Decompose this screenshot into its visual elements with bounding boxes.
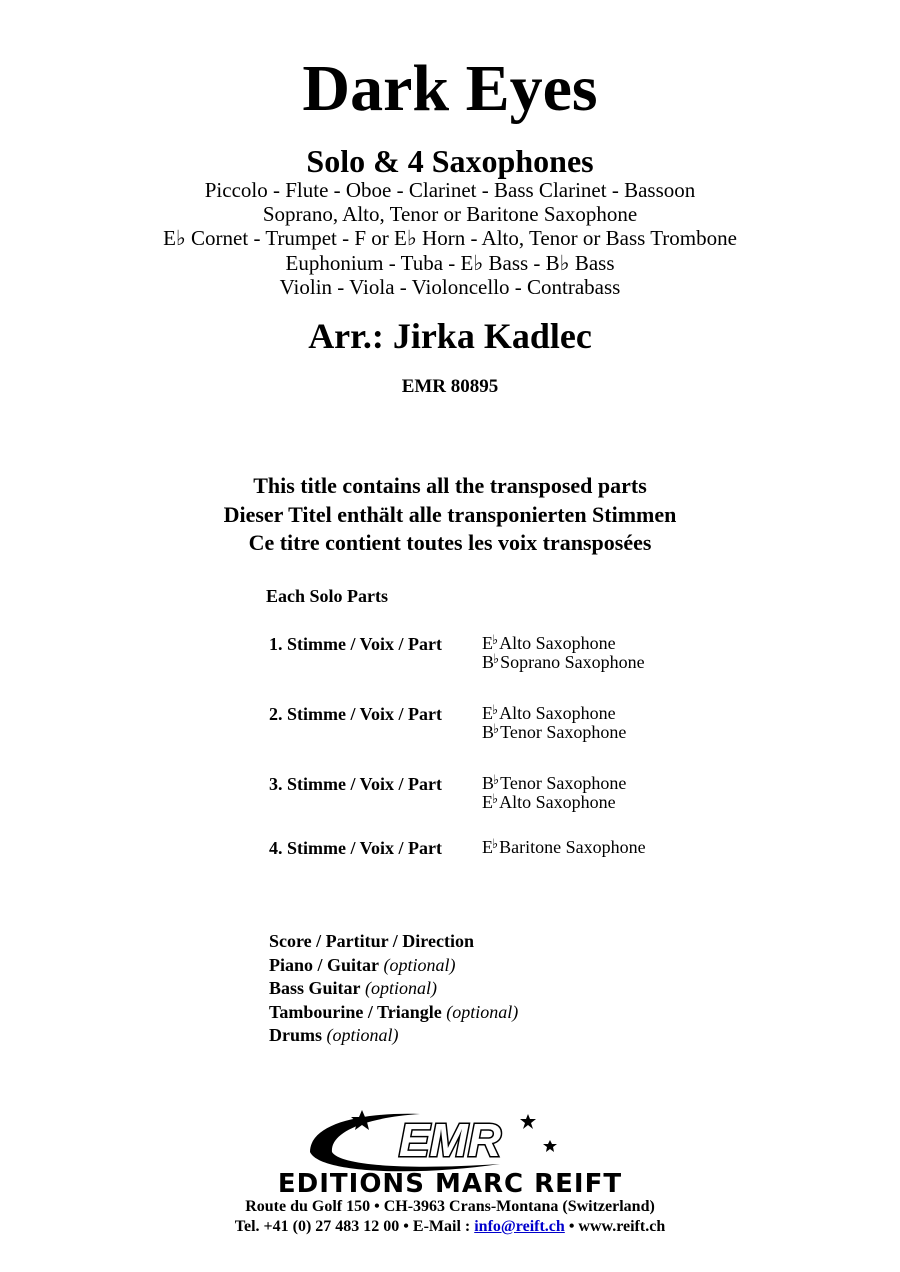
catalog-number: EMR 80895: [401, 376, 499, 397]
instrument-line: [482, 704, 626, 723]
instrumentation-line: Piccolo - Flute - Oboe - Clarinet - Bass Clarinet - Bassoon: [204, 178, 696, 202]
voice-instruments: [482, 774, 626, 811]
instrument-line: [482, 634, 645, 653]
extra-part-name: Tambourine / Triangle: [269, 1001, 442, 1022]
instrument-key: E: [482, 791, 493, 812]
extra-part: [269, 954, 518, 978]
notice-french: Ce titre contient toutes les voix transposées: [248, 530, 652, 555]
instrument-name: Baritone Saxophone: [499, 837, 646, 857]
notice-german: Dieser Titel enthält alle transponierten Stimmen: [223, 501, 677, 527]
extra-part-name: Drums: [269, 1025, 322, 1045]
instrument-name: Alto Saxophone: [499, 633, 616, 653]
instrumentation-line: Violin - Viola - Violoncello - Contrabass: [279, 274, 621, 299]
instrument-line: [482, 838, 646, 857]
publisher-contact: [0, 1217, 900, 1237]
instrument-line: [482, 650, 645, 672]
flat-symbol: ♭: [493, 650, 500, 666]
star-icon: [543, 1140, 557, 1152]
extra-part-name: Bass Guitar: [269, 978, 361, 998]
extra-part: [269, 1001, 518, 1025]
publisher-address: Route du Golf 150 • CH-3963 Crans-Montana (Switzerland): [245, 1198, 655, 1215]
voice-label: 4. Stimme / Voix / Part: [269, 838, 442, 858]
instrument-key: E: [482, 633, 493, 653]
extra-part-note: (optional): [365, 978, 438, 998]
voice-instruments: [482, 634, 645, 671]
instrument-line: [482, 790, 626, 812]
extra-part: [269, 930, 518, 954]
publisher-name: EDITIONS MARC REIFT: [277, 1169, 623, 1199]
extra-part: [269, 1024, 518, 1048]
voice-label: 1. Stimme / Voix / Part: [269, 634, 442, 654]
extra-part-name: Score / Partitur / Direction: [269, 931, 474, 951]
extra-parts-list: [269, 930, 518, 1048]
instrument-line: [482, 774, 626, 793]
title: Dark Eyes: [302, 52, 598, 125]
instrument-key: B: [482, 651, 495, 672]
voice-instruments: [482, 838, 646, 857]
instrumentation-line: Soprano, Alto, Tenor or Baritone Saxophone: [262, 202, 638, 227]
email-link[interactable]: info@reift.ch: [474, 1218, 565, 1235]
star-icon: [520, 1114, 536, 1129]
instrument-key: B: [482, 721, 495, 742]
parts-heading: Each Solo Parts: [266, 586, 389, 606]
notice-english: This title contains all the transposed parts: [253, 473, 647, 498]
voice-label: 3. Stimme / Voix / Part: [269, 774, 442, 794]
instrumentation-line: Euphonium - Tuba - E♭ Bass - B♭ Bass: [285, 250, 615, 275]
instrument-key: E: [482, 703, 493, 723]
flat-symbol: ♭: [493, 720, 500, 736]
instrument-line: [482, 720, 627, 742]
logo-letters: EMR: [398, 1114, 502, 1166]
instrument-name: Alto Saxophone: [499, 703, 616, 723]
flat-symbol: ♭: [492, 632, 499, 647]
extra-part-note: (optional): [446, 1001, 519, 1022]
instrument-name: Tenor Saxophone: [500, 721, 627, 742]
extra-part: [269, 977, 518, 1001]
extra-part-note: (optional): [383, 954, 456, 975]
instrument-name: Alto Saxophone: [499, 791, 616, 812]
emr-logo: [300, 1104, 600, 1176]
flat-symbol: ♭: [492, 836, 499, 851]
flat-symbol: ♭: [493, 772, 500, 787]
contact-website: • www.reift.ch: [564, 1218, 666, 1235]
instrument-name: Soprano Saxophone: [500, 651, 645, 672]
transposed-parts-notice: [0, 472, 900, 558]
instrument-name: Tenor Saxophone: [500, 773, 627, 793]
instrument-key: E: [482, 837, 493, 857]
extra-part-name: Piano / Guitar: [269, 954, 380, 975]
instrumentation-list: [0, 178, 900, 299]
flat-symbol: ♭: [492, 702, 499, 717]
instrument-key: B: [482, 773, 495, 793]
arranger: Arr.: Jirka Kadlec: [308, 316, 592, 356]
extra-part-note: (optional): [326, 1025, 399, 1045]
contact-phone: Tel. +41 (0) 27 483 12 00 • E-Mail :: [234, 1218, 475, 1235]
instrumentation-line: E♭ Cornet - Trumpet - F or E♭ Horn - Alto, Tenor or Bass Trombone: [163, 226, 737, 251]
subtitle: Solo & 4 Saxophones: [306, 143, 594, 179]
flat-symbol: ♭: [492, 790, 499, 806]
voice-instruments: [482, 704, 626, 741]
voice-label: 2. Stimme / Voix / Part: [269, 704, 442, 724]
